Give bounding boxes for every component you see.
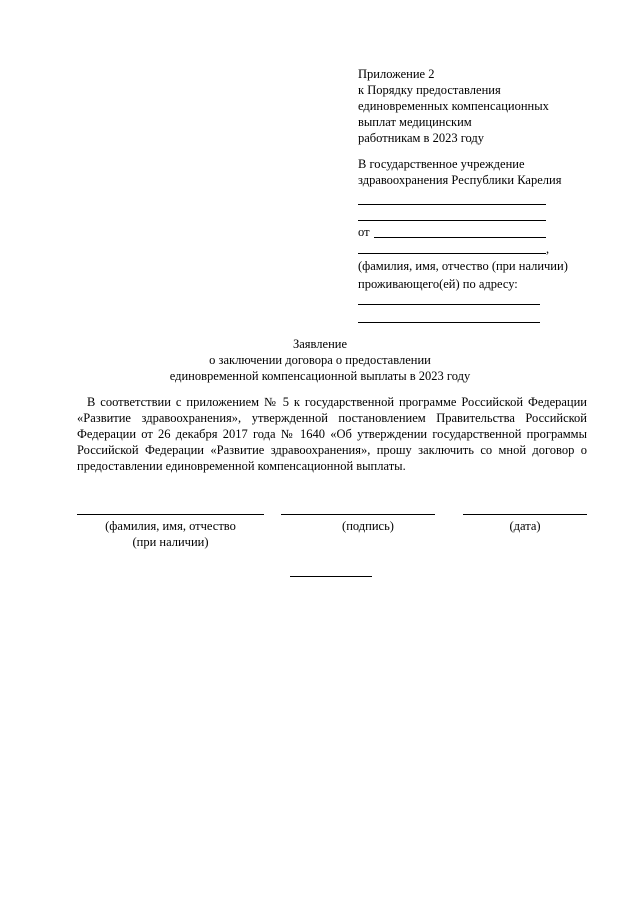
recipient-line-1: В государственное учреждение bbox=[358, 157, 525, 171]
address-line-2[interactable] bbox=[358, 322, 540, 323]
date-hint: (дата) bbox=[509, 519, 541, 533]
name-line-comma: , bbox=[546, 242, 550, 256]
recipient-line-2: здравоохранения Республики Карелия bbox=[358, 173, 562, 187]
signature-date-line[interactable] bbox=[463, 514, 587, 515]
recipient-block bbox=[358, 156, 618, 188]
fio-hint-line-2: (при наличии) bbox=[132, 535, 209, 549]
from-label: от bbox=[358, 225, 370, 239]
fio-hint-line-1: (фамилия, имя, отчество bbox=[105, 519, 236, 533]
signature-fio-line[interactable] bbox=[77, 514, 264, 515]
recipient-blank-line-1[interactable] bbox=[358, 204, 546, 205]
address-label: проживающего(ей) по адресу: bbox=[358, 277, 518, 291]
from-name-line-2[interactable] bbox=[358, 253, 546, 254]
appendix-line-5: работникам в 2023 году bbox=[358, 131, 485, 145]
title-line-1: Заявление bbox=[292, 337, 347, 351]
name-hint: (фамилия, имя, отчество (при наличии) bbox=[358, 259, 568, 273]
body-paragraph bbox=[77, 394, 587, 474]
appendix-line-3: единовременных компенсационных bbox=[358, 99, 549, 113]
address-line-1[interactable] bbox=[358, 304, 540, 305]
title-line-2: о заключении договора о предоставлении bbox=[209, 353, 431, 367]
title-line-3: единовременной компенсационной выплаты в 2023 году bbox=[169, 369, 471, 383]
sign-hint: (подпись) bbox=[342, 519, 394, 533]
appendix-line-1: Приложение 2 bbox=[358, 67, 435, 81]
from-name-line[interactable] bbox=[374, 237, 546, 238]
body-paragraph-text: В соответствии с приложением № 5 к государственной программе Российской Федерации «Развитие здравоохранения», утвержденной постановлением Правительства Российской Федерации от 26 декабря 2017 года № 1640 «Об утверждении государственной программы Российской Федерации «Развитие здравоохранения», прошу заключить со мной договор о предоставлении единовременной компенсационной выплаты. bbox=[77, 395, 587, 473]
document-title bbox=[0, 336, 640, 384]
appendix-header bbox=[358, 66, 618, 146]
signature-sign-line[interactable] bbox=[281, 514, 435, 515]
recipient-blank-line-2[interactable] bbox=[358, 220, 546, 221]
appendix-line-4: выплат медицинским bbox=[358, 115, 472, 129]
appendix-line-2: к Порядку предоставления bbox=[358, 83, 501, 97]
closing-divider bbox=[290, 576, 372, 577]
